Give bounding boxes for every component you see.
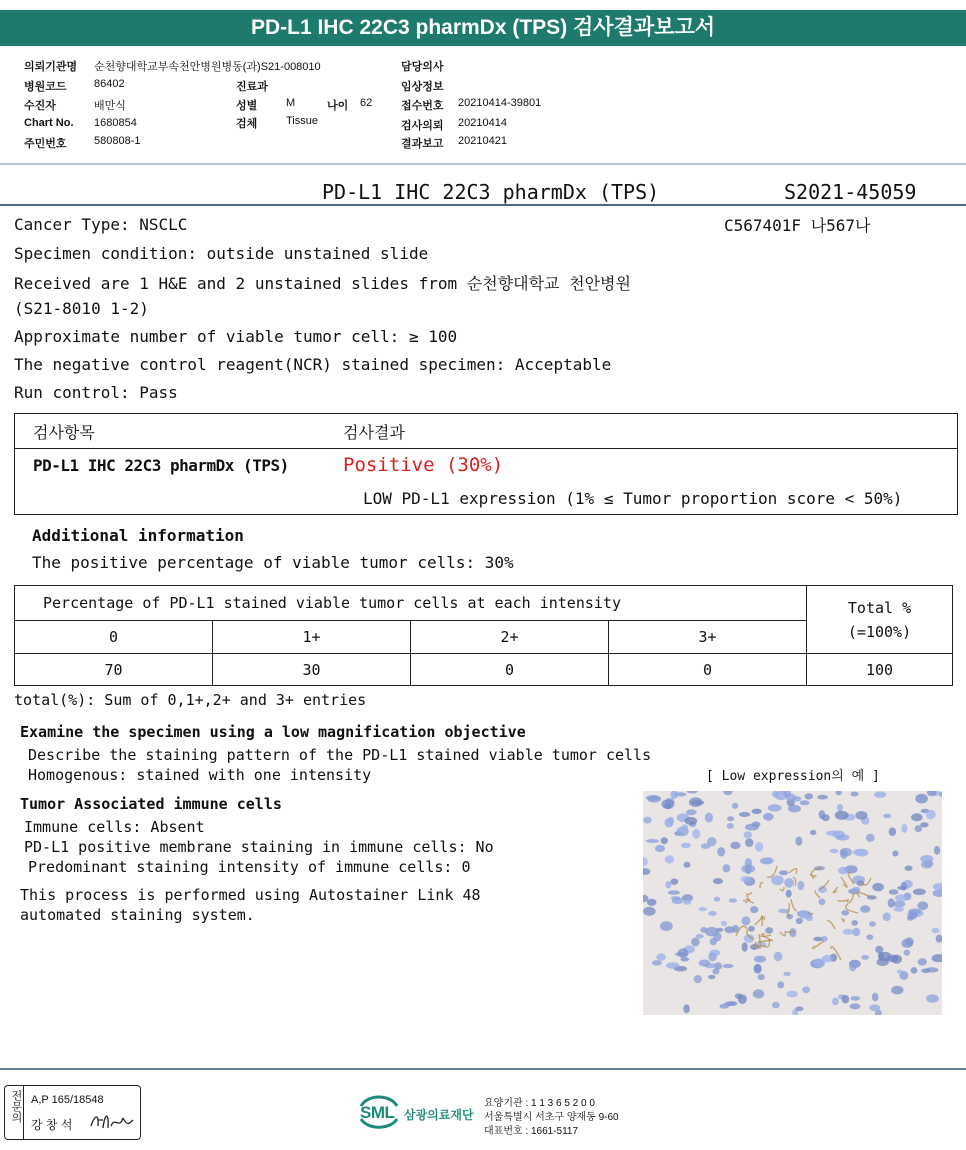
label-department: 진료과 bbox=[236, 81, 268, 93]
sig-side-cell bbox=[5, 1086, 24, 1139]
additional-text: The positive percentage of viable tumor cells: 30% bbox=[32, 553, 514, 572]
label-patient: 수진자 bbox=[24, 100, 56, 112]
specimen-condition: Specimen condition: outside unstained slide bbox=[14, 244, 429, 263]
image-caption: [ Low expression의 예 ] bbox=[706, 769, 880, 784]
label-clinical-info: 임상정보 bbox=[401, 81, 444, 93]
pct-total-label-2: (=100%) bbox=[847, 622, 912, 641]
received-ref: (S21-8010 1-2) bbox=[14, 299, 149, 318]
micrograph-image bbox=[643, 791, 942, 1015]
examine-heading: Examine the specimen using a low magnification objective bbox=[20, 723, 526, 741]
immune-heading: Tumor Associated immune cells bbox=[20, 795, 282, 813]
label-hospital-code: 병원코드 bbox=[24, 81, 67, 93]
value-hospital-code: 86402 bbox=[94, 78, 125, 90]
examine-line-2: Homogenous: stained with one intensity bbox=[28, 766, 372, 784]
org-name: 삼광의료재단 bbox=[404, 1108, 474, 1122]
received-slides: Received are 1 H&E and 2 unstained slides from 순천향대학교 천안병원 bbox=[14, 274, 631, 293]
result-box-divider bbox=[15, 448, 957, 449]
process-line-2: automated staining system. bbox=[20, 906, 255, 924]
sml-logo-text: SML bbox=[360, 1103, 395, 1122]
label-specimen: 검체 bbox=[236, 118, 258, 130]
value-accession-no: 20210414-39801 bbox=[458, 97, 542, 109]
value-age: 62 bbox=[360, 97, 373, 109]
sml-logo bbox=[358, 1092, 400, 1136]
pct-total-label-1: Total % bbox=[847, 598, 912, 617]
intensity-0-value: 70 bbox=[15, 654, 213, 686]
pct-table-title: Percentage of PD-L1 stained viable tumor cells at each intensity bbox=[15, 586, 807, 621]
label-chart-no: Chart No. bbox=[24, 117, 74, 129]
title-divider bbox=[0, 204, 966, 206]
result-box bbox=[14, 413, 958, 515]
intensity-0-header: 0 bbox=[15, 621, 213, 654]
result-positive: Positive (30%) bbox=[343, 454, 504, 476]
result-col-result: 검사결과 bbox=[343, 423, 405, 442]
examine-line-1: Describe the staining pattern of the PD-L1 stained viable tumor cells bbox=[28, 746, 652, 764]
intensity-2-header: 2+ bbox=[411, 621, 609, 654]
intensity-3-value: 0 bbox=[609, 654, 807, 686]
cancer-type: Cancer Type: NSCLC bbox=[14, 215, 188, 234]
header-divider bbox=[0, 163, 966, 165]
value-resident-no: 580808-1 bbox=[94, 135, 141, 147]
immune-line-3: Predominant staining intensity of immune cells: 0 bbox=[28, 858, 471, 876]
intensity-2-value: 0 bbox=[411, 654, 609, 686]
org-info-3: 대표번호 : 1661-5117 bbox=[484, 1126, 579, 1137]
immune-line-1: Immune cells: Absent bbox=[24, 818, 205, 836]
label-resident-no: 주민번호 bbox=[24, 138, 67, 150]
value-report-date: 20210421 bbox=[458, 135, 507, 147]
label-sex: 성별 bbox=[236, 100, 258, 112]
intensity-1-header: 1+ bbox=[213, 621, 411, 654]
additional-heading: Additional information bbox=[32, 526, 244, 545]
intensity-3-header: 3+ bbox=[609, 621, 807, 654]
result-expression: LOW PD-L1 expression (1% ≤ Tumor proportion score < 50%) bbox=[363, 489, 903, 508]
immune-line-2: PD-L1 positive membrane staining in immune cells: No bbox=[24, 838, 494, 856]
signature-scribble bbox=[89, 1110, 135, 1132]
value-specimen: Tissue bbox=[286, 115, 318, 127]
footer-divider bbox=[0, 1068, 966, 1070]
label-doctor: 담당의사 bbox=[401, 61, 444, 73]
report-test-name: PD-L1 IHC 22C3 pharmDx (TPS) bbox=[322, 180, 660, 204]
ncr-result: The negative control reagent(NCR) stained specimen: Acceptable bbox=[14, 355, 612, 374]
label-accession-no: 접수번호 bbox=[401, 100, 444, 112]
sig-side-label: 전문의 bbox=[10, 1090, 22, 1123]
sig-name: 강 창 석 bbox=[31, 1118, 73, 1132]
viable-tumor-cells: Approximate number of viable tumor cell: ≥ 100 bbox=[14, 327, 458, 346]
report-id: S2021-45059 bbox=[784, 180, 917, 204]
label-age: 나이 bbox=[327, 100, 349, 112]
pct-table-note: total(%): Sum of 0,1+,2+ and 3+ entries bbox=[14, 691, 367, 709]
pd-l1-percentage-table bbox=[14, 585, 953, 686]
micrograph-svg bbox=[643, 791, 942, 1015]
org-info-2: 서울특별시 서초구 양재동 9-60 bbox=[484, 1112, 619, 1123]
intensity-1-value: 30 bbox=[213, 654, 411, 686]
value-chart-no: 1680854 bbox=[94, 117, 137, 129]
org-info-1: 요양기관 : 1 1 3 6 5 2 0 0 bbox=[484, 1098, 595, 1109]
report-banner-title: PD-L1 IHC 22C3 pharmDx (TPS) 검사결과보고서 bbox=[0, 10, 966, 46]
sig-license: A,P 165/18548 bbox=[31, 1094, 104, 1106]
label-institution: 의뢰기관명 bbox=[24, 61, 78, 73]
run-control: Run control: Pass bbox=[14, 383, 178, 402]
total-value: 100 bbox=[807, 654, 953, 686]
result-col-item: 검사항목 bbox=[33, 423, 95, 442]
process-line-1: This process is performed using Autostainer Link 48 bbox=[20, 886, 481, 904]
label-request-date: 검사의뢰 bbox=[401, 120, 444, 132]
specimen-code: C567401F 나567나 bbox=[724, 216, 871, 235]
value-patient: 배만식 bbox=[94, 100, 126, 112]
value-institution: 순천향대학교부속천안병원병동(과)S21-008010 bbox=[94, 61, 321, 73]
label-report-date: 결과보고 bbox=[401, 138, 444, 150]
result-item: PD-L1 IHC 22C3 pharmDx (TPS) bbox=[33, 456, 289, 475]
value-sex: M bbox=[286, 97, 296, 109]
header-info bbox=[0, 0, 966, 160]
value-request-date: 20210414 bbox=[458, 117, 507, 129]
signature-box bbox=[4, 1085, 141, 1140]
pct-table-total-header bbox=[807, 586, 953, 654]
